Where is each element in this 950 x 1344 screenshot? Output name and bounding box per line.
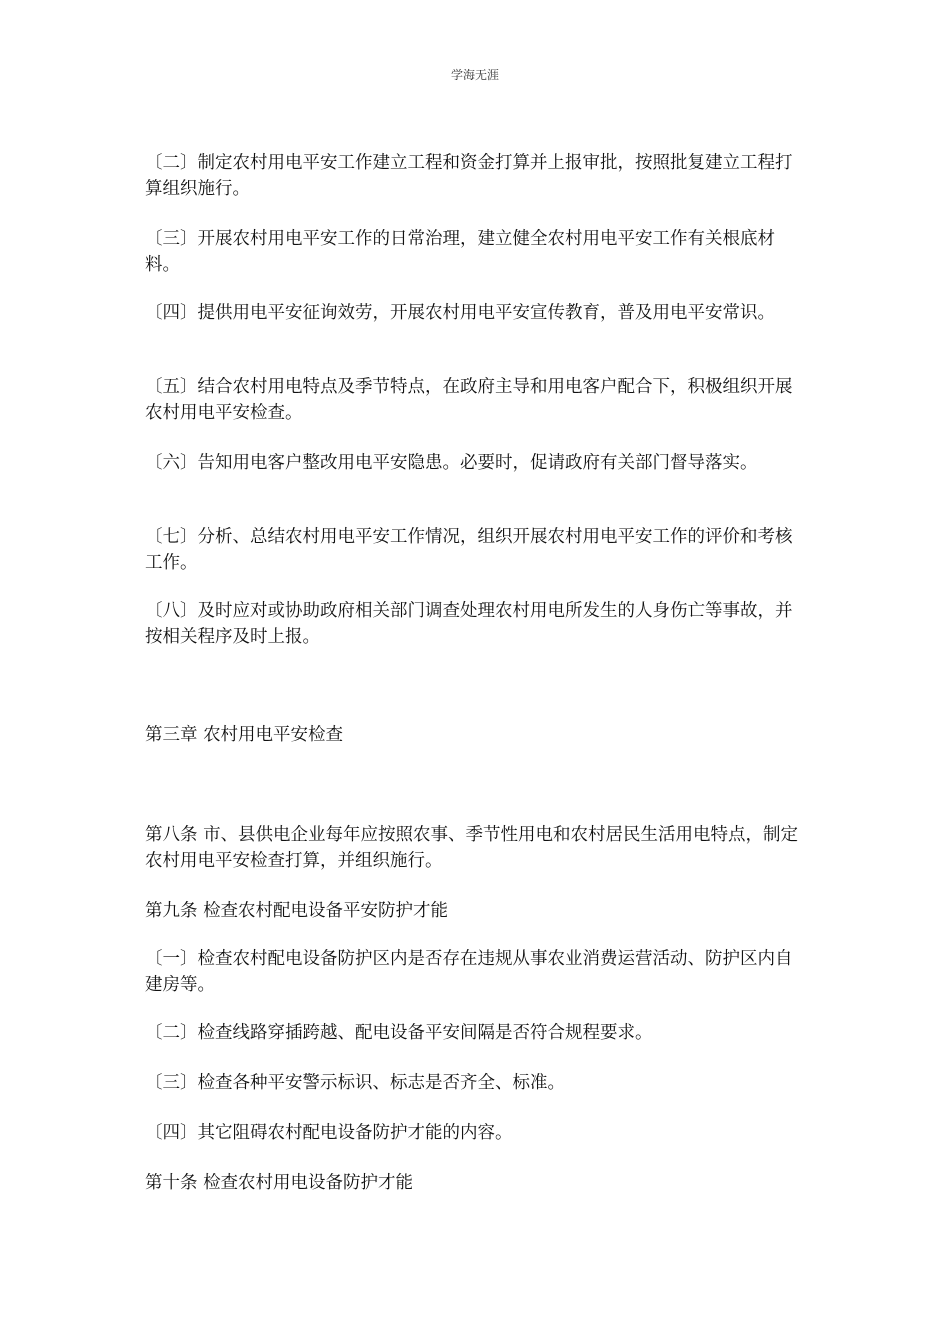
page-header: 学海无涯 (450, 68, 499, 82)
article-9-item-3: 〔三〕检查各种平安警示标识、标志是否齐全、标准。 (145, 1073, 565, 1093)
article-9-item-1: 〔一〕检查农村配电设备防护区内是否存在违规从事农业消费运营活动、防护区内自建房等。 (145, 949, 793, 995)
article-9-item-4: 〔四〕其它阻碍农村配电设备防护才能的内容。 (145, 1123, 513, 1143)
article-10-heading: 第十条 检查农村用电设备防护才能 (145, 1173, 414, 1193)
paragraph-item-4: 〔四〕提供用电平安征询效劳，开展农村用电平安宣传教育，普及用电平安常识。 (145, 303, 775, 323)
chapter-title: 第三章 农村用电平安检查 (145, 725, 344, 745)
paragraph-item-6: 〔六〕告知用电客户整改用电平安隐患。必要时，促请政府有关部门督导落实。 (145, 453, 758, 473)
article-9-heading: 第九条 检查农村配电设备平安防护才能 (145, 901, 449, 921)
paragraph-item-5: 〔五〕结合农村用电特点及季节特点，在政府主导和用电客户配合下，积极组织开展农村用电平安检查。 (145, 377, 793, 423)
paragraph-item-8: 〔八〕及时应对或协助政府相关部门调查处理农村用电所发生的人身伤亡等事故，并按相关程序及时上报。 (145, 601, 793, 647)
article-8: 第八条 市、县供电企业每年应按照农事、季节性用电和农村居民生活用电特点，制定农村用电平安检查打算，并组织施行。 (145, 825, 799, 871)
paragraph-item-2: 〔二〕制定农村用电平安工作建立工程和资金打算并上报审批，按照批复建立工程打算组织施行。 (145, 153, 793, 199)
paragraph-item-3: 〔三〕开展农村用电平安工作的日常治理，建立健全农村用电平安工作有关根底材料。 (145, 229, 775, 275)
paragraph-item-7: 〔七〕分析、总结农村用电平安工作情况，组织开展农村用电平安工作的评价和考核工作。 (145, 527, 793, 573)
article-9-item-2: 〔二〕检查线路穿插跨越、配电设备平安间隔是否符合规程要求。 (145, 1023, 653, 1043)
